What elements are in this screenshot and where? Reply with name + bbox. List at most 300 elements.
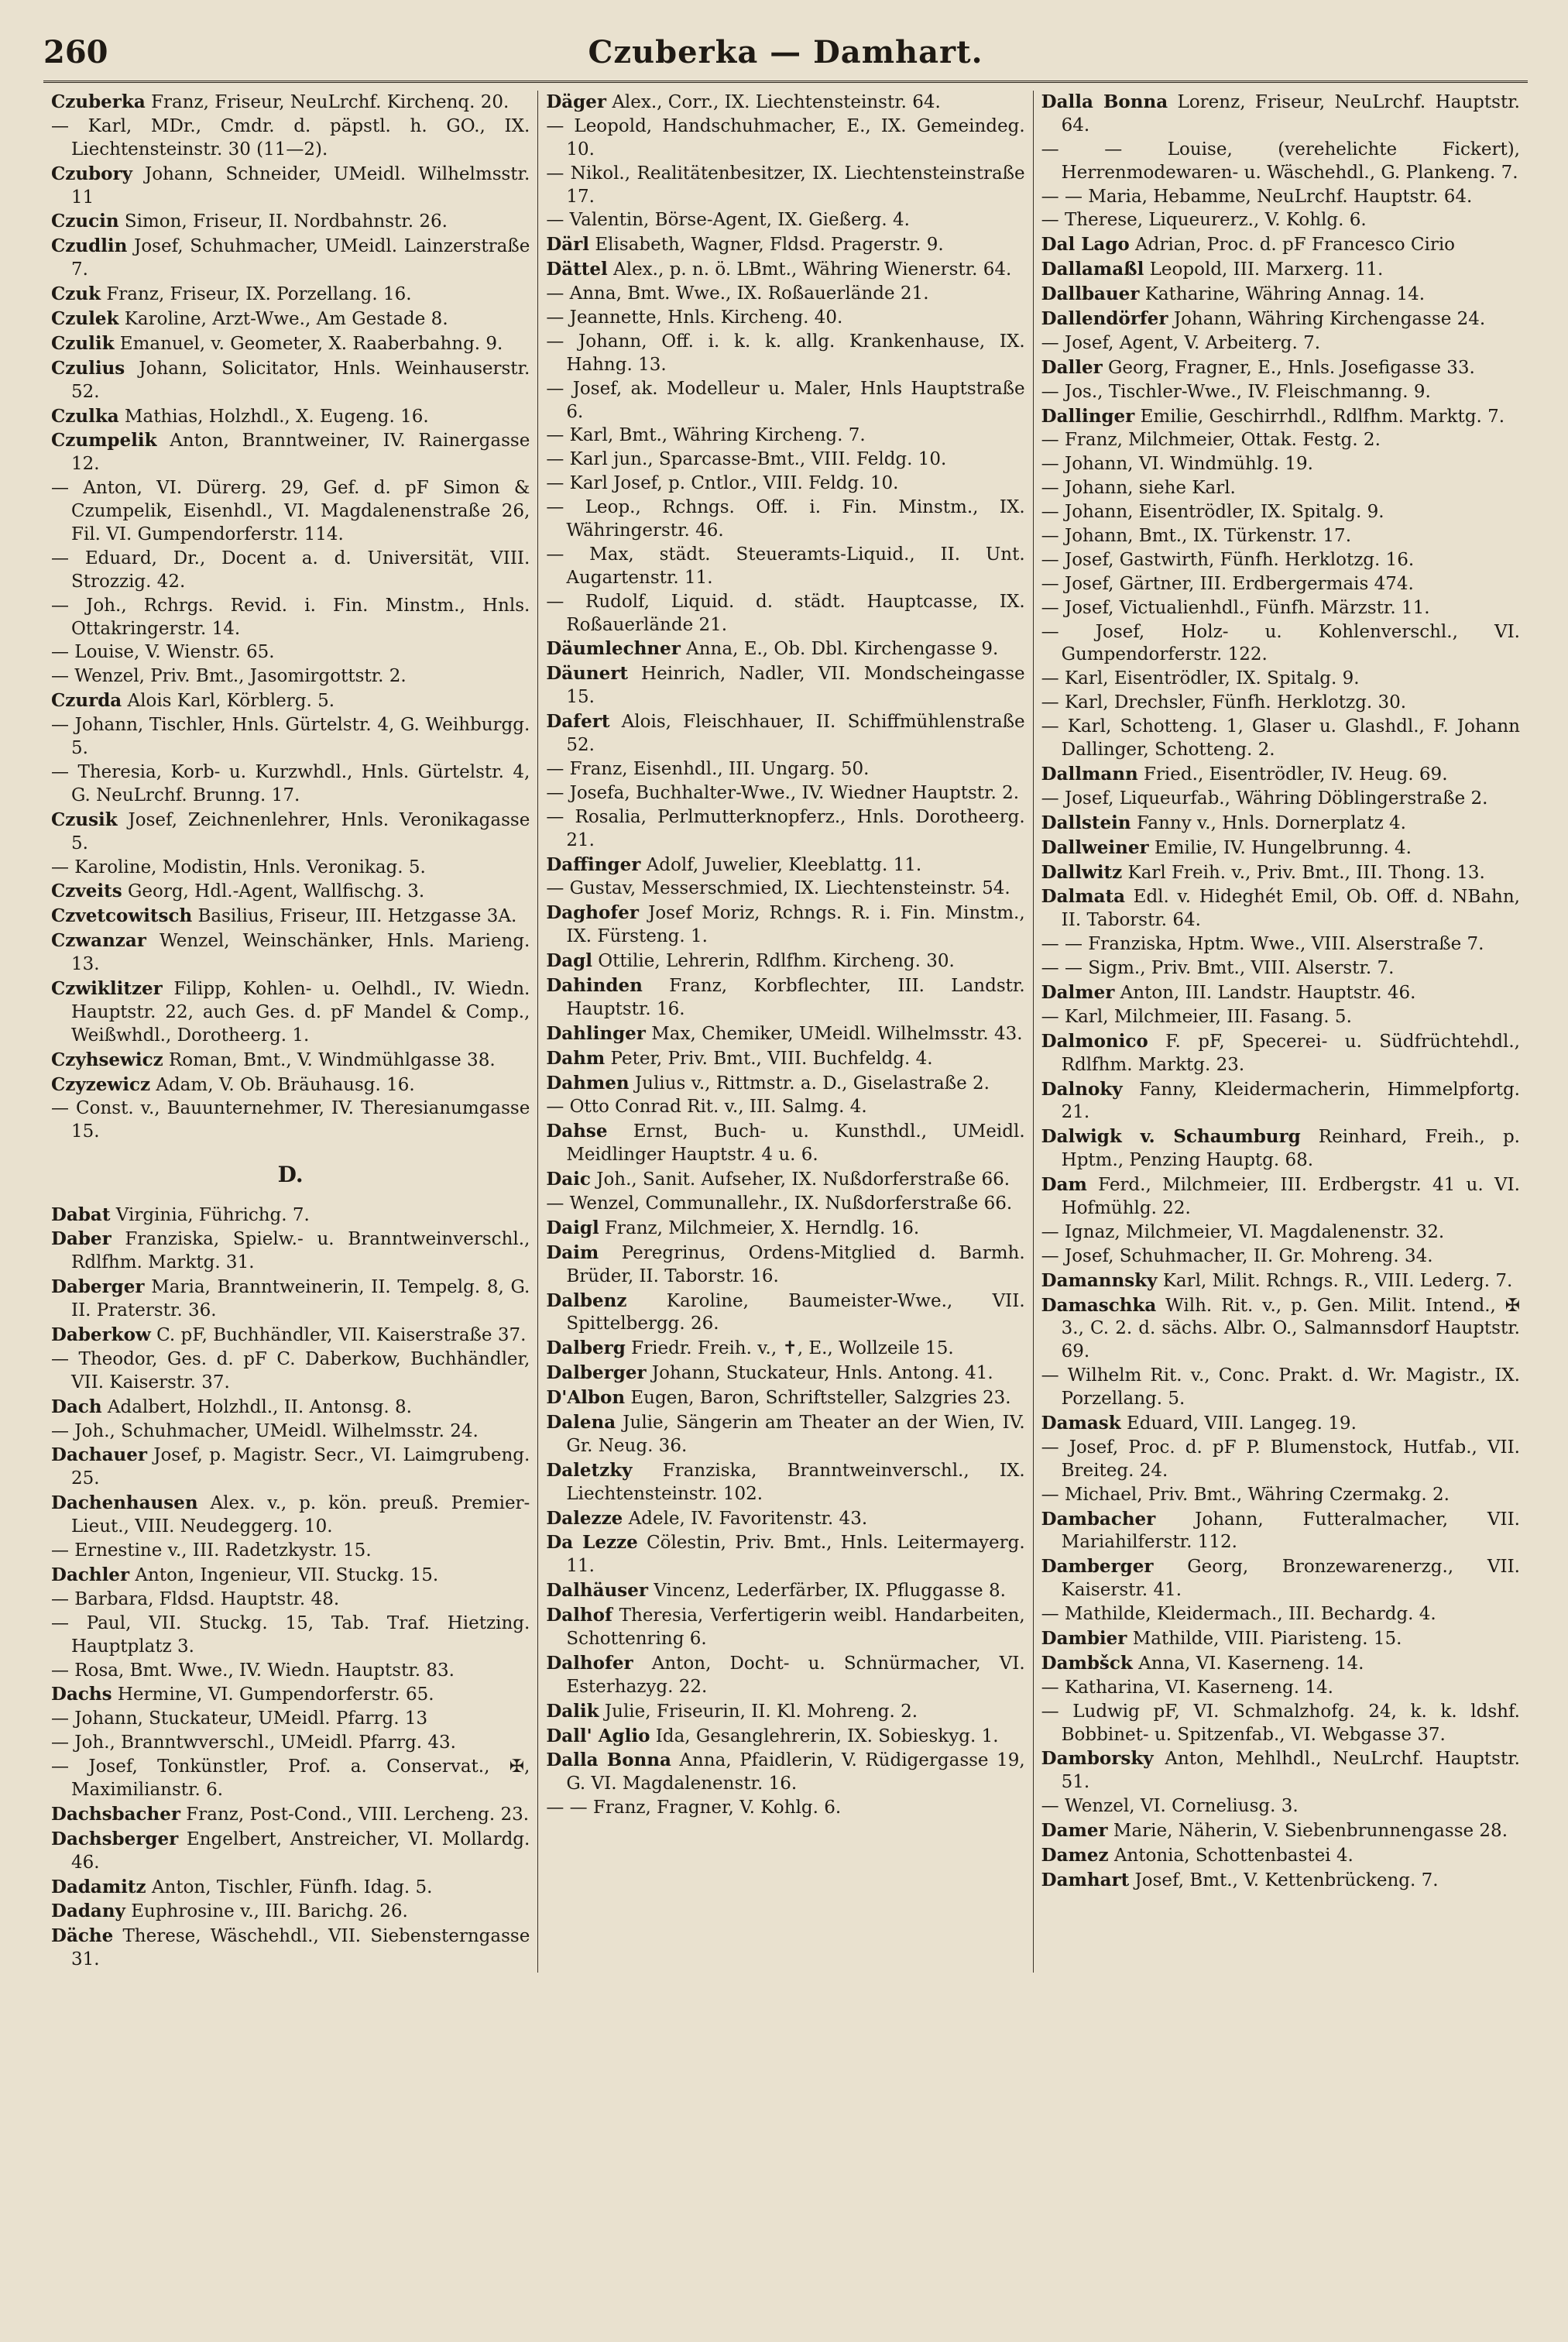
directory-entry (1041, 1484, 1520, 1507)
entry-details: Adalbert, Holzhdl., II. Antonsg. 8. (101, 1396, 412, 1417)
entry-details: Joh., Sanit. Aufseher, IX. Nußdorferstraße 66. (590, 1169, 1010, 1190)
entry-details: — Otto Conrad Rit. v., III. Salmg. 4. (546, 1097, 867, 1118)
entry-surname: Däche (51, 1925, 114, 1947)
entry-surname: Dach (51, 1396, 102, 1417)
directory-entry (1041, 1269, 1520, 1293)
entry-details: Therese, Wäschehdl., VII. Siebensterngasse 31. (71, 1926, 530, 1970)
entry-details: — Johann, Off. i. k. k. allg. Krankenhause, IX. Hahng. 13. (546, 331, 1025, 375)
directory-entry (51, 1564, 530, 1588)
entry-surname: Dallstein (1041, 812, 1131, 833)
directory-entry (546, 1579, 1024, 1603)
column-3 (1033, 91, 1528, 1973)
directory-entry (1041, 501, 1520, 524)
directory-entry (51, 357, 530, 404)
entry-details: Julius v., Rittmstr. a. D., Giselastraße 2. (629, 1073, 990, 1094)
entry-details: — Wenzel, Priv. Bmt., Jasomirgottstr. 2. (51, 666, 407, 687)
directory-entry (546, 1337, 1024, 1361)
entry-details: Ernst, Buch- u. Kunsthdl., UMeidl. Meidlinger Hauptstr. 4 u. 6. (566, 1121, 1025, 1166)
entry-surname: Daletzky (546, 1459, 633, 1481)
entry-details: Fanny, Kleidermacherin, Himmelpfortg. 21. (1061, 1079, 1520, 1123)
entry-surname: Czuberka (51, 91, 146, 112)
directory-entry (546, 1411, 1024, 1458)
directory-entry (546, 1168, 1024, 1192)
entry-details: — Joh., Branntwverschl., UMeidl. Pfarrg. 43. (51, 1732, 456, 1753)
directory-entry (1041, 1030, 1520, 1077)
directory-entry (1041, 477, 1520, 500)
directory-entry (51, 548, 530, 594)
entry-details: Karoline, Arzt-Wwe., Am Gestade 8. (118, 309, 448, 330)
entry-surname: Dambacher (1041, 1508, 1156, 1530)
entry-details: — Theodor, Ges. d. pF C. Daberkow, Buchhändler, VII. Kaiserstr. 37. (51, 1348, 530, 1392)
directory-entry (546, 258, 1024, 282)
directory-entry (51, 689, 530, 713)
entry-surname: Däger (546, 91, 607, 112)
directory-entry (1041, 549, 1520, 572)
entry-details: Adam, V. Ob. Bräuhausg. 16. (150, 1074, 415, 1095)
entry-surname: Damask (1041, 1412, 1121, 1434)
directory-entry (1041, 405, 1520, 429)
directory-entry (546, 901, 1024, 949)
entry-details: Josef, Schuhmacher, UMeidl. Lainzerstraße 7. (71, 236, 530, 280)
directory-entry (1041, 957, 1520, 980)
entry-details: — Wenzel, Communallehr., IX. Nußdorferstraße 66. (546, 1193, 1013, 1214)
directory-entry (1041, 307, 1520, 331)
entry-details: — Karoline, Modistin, Hnls. Veronikag. 5. (51, 857, 426, 877)
entry-details: Mathilde, VIII. Piaristeng. 15. (1127, 1629, 1402, 1649)
column-1 (43, 91, 537, 1973)
entry-surname: Dahm (546, 1047, 606, 1069)
entry-details: — Ludwig pF, VI. Schmalzhofg. 24, k. k. ldshf. Bobbinet- u. Spitzenfab., VI. Webgasse 37. (1041, 1701, 1520, 1745)
directory-entry (51, 163, 530, 210)
entry-surname: Dalberg (546, 1338, 626, 1359)
entry-details: Fanny v., Hnls. Dornerplatz 4. (1131, 812, 1406, 833)
entry-details: Maria, Branntweinerin, II. Tempelg. 8, G. II. Praterstr. 36. (71, 1277, 530, 1321)
directory-entry (546, 1725, 1024, 1749)
entry-surname: Czveits (51, 881, 122, 902)
entry-surname: Czwiklitzer (51, 977, 163, 999)
entry-details: Emilie, IV. Hungelbrunng. 4. (1148, 837, 1412, 858)
directory-entry (546, 1193, 1024, 1216)
entry-surname: Dambier (1041, 1628, 1127, 1649)
entry-details: Vincenz, Lederfärber, IX. Pfluggasse 8. (647, 1581, 1006, 1602)
entry-surname: Czulka (51, 405, 119, 427)
entry-details: — Valentin, Börse-Agent, IX. Gießerg. 4. (546, 210, 910, 231)
column-2 (537, 91, 1032, 1973)
entry-surname: Därl (546, 234, 590, 256)
directory-entry (51, 1803, 530, 1827)
directory-entry (1041, 763, 1520, 787)
directory-entry (546, 1652, 1024, 1699)
entry-surname: Däunert (546, 663, 628, 685)
entry-details: — Ignaz, Milchmeier, VI. Magdalenenstr. 32. (1041, 1221, 1445, 1242)
directory-entry (1041, 1294, 1520, 1365)
entry-surname: Czulius (51, 357, 125, 379)
entry-surname: Damannsky (1041, 1269, 1158, 1291)
directory-entry (51, 1228, 530, 1275)
entry-surname: Dahlinger (546, 1022, 646, 1044)
directory-entry (51, 307, 530, 331)
entry-details: Johann, Solicitator, Hnls. Weinhauserstr. 52. (71, 358, 530, 402)
entry-details: Euphrosine v., III. Barichg. 26. (125, 1901, 408, 1922)
entry-surname: Dahse (546, 1121, 608, 1142)
directory-entry (1041, 861, 1520, 885)
entry-surname: Czyzewicz (51, 1073, 151, 1095)
directory-entry (546, 1241, 1024, 1289)
entry-details: Engelbert, Anstreicher, VI. Mollardg. 46. (71, 1829, 530, 1873)
directory-entry (1041, 1125, 1520, 1173)
directory-entry (546, 1797, 1024, 1820)
entry-surname: Czudlin (51, 235, 128, 257)
entry-details: — Karl jun., Sparcasse-Bmt., VIII. Feldg. 10. (546, 449, 947, 470)
entry-details: — Karl, Bmt., Währing Kircheng. 7. (546, 425, 866, 446)
entry-details: Julie, Sängerin am Theater an der Wien, IV. Gr. Neug. 36. (566, 1412, 1025, 1456)
entry-surname: Daghofer (546, 902, 639, 924)
directory-entry (546, 424, 1024, 448)
entry-details: — Johann, siehe Karl. (1041, 478, 1236, 499)
directory-entry (1041, 1006, 1520, 1029)
directory-entry (51, 1708, 530, 1731)
entry-details: — Therese, Liqueurerz., V. Kohlg. 6. (1041, 210, 1367, 231)
directory-entry (51, 1540, 530, 1563)
entry-surname: Dahmen (546, 1072, 630, 1094)
entry-details: Anton, Branntweiner, IV. Rainergasse 12. (71, 431, 530, 475)
entry-details: Anton, Mehlhdl., NeuLrchf. Hauptstr. 51. (1061, 1749, 1520, 1793)
directory-entry (546, 974, 1024, 1022)
directory-entry (1041, 1603, 1520, 1626)
directory-entry (546, 1362, 1024, 1386)
entry-details: Ida, Gesanglehrerin, IX. Sobieskyg. 1. (650, 1726, 999, 1746)
entry-surname: Dalhofer (546, 1652, 633, 1674)
directory-entry (546, 1289, 1024, 1337)
directory-entry (546, 115, 1024, 162)
directory-entry (546, 1047, 1024, 1071)
entry-surname: Daic (546, 1169, 591, 1190)
entry-details: — Franz, Milchmeier, Ottak. Festg. 2. (1041, 430, 1381, 451)
entry-surname: Damez (1041, 1845, 1109, 1866)
entry-details: — Karl, Milchmeier, III. Fasang. 5. (1041, 1006, 1352, 1027)
entry-surname: Dallwitz (1041, 861, 1123, 883)
directory-entry (1041, 429, 1520, 452)
directory-entry (546, 1531, 1024, 1578)
entry-details: Lorenz, Friseur, NeuLrchf. Hauptstr. 64. (1061, 92, 1520, 136)
entry-details: — Johann, Stuckateur, UMeidl. Pfarrg. 13 (51, 1708, 428, 1729)
directory-entry (1041, 453, 1520, 476)
entry-surname: Dalena (546, 1411, 616, 1433)
entry-details: Franziska, Spielw.- u. Branntweinverschl., Rdlfhm. Marktg. 31. (71, 1229, 530, 1273)
entry-details: Alex., p. n. ö. LBmt., Währing Wienerstr. 64. (607, 259, 1012, 280)
entry-details: — Rudolf, Liquid. d. städt. Hauptcasse, IX. Roßauerlände 21. (546, 591, 1025, 635)
entry-details: Emanuel, v. Geometer, X. Raaberbahng. 9. (114, 333, 503, 354)
entry-details: Josef Moriz, Rchngs. R. i. Fin. Minstm., IX. Fürsteng. 1. (566, 903, 1025, 947)
entry-surname: Dagl (546, 950, 592, 972)
entry-surname: Dallinger (1041, 405, 1135, 427)
entry-details: — Katharina, VI. Kaserneng. 14. (1041, 1677, 1333, 1698)
entry-details: — Josef, Tonkünstler, Prof. a. Conservat., ✠, Maximilianstr. 6. (51, 1756, 530, 1800)
directory-entry (1041, 233, 1520, 257)
entry-surname: Dachs (51, 1684, 112, 1705)
entry-details: Johann, Stuckateur, Hnls. Antong. 41. (646, 1363, 993, 1384)
entry-details: — — Louise, (verehelichte Fickert), Herrenmodewaren- u. Wäschehdl., G. Plankeng. 7. (1041, 139, 1520, 183)
entry-details: Virginia, Führichg. 7. (110, 1204, 310, 1225)
directory-entry (1041, 788, 1520, 811)
entry-details: Georg, Fragner, E., Hnls. Josefigasse 33. (1102, 357, 1475, 378)
directory-entry (51, 809, 530, 856)
directory-entry (546, 472, 1024, 496)
entry-surname: Czuk (51, 283, 101, 305)
entry-details: — Joh., Rchrgs. Revid. i. Fin. Minstm., Hnls. Ottakringerstr. 14. (51, 595, 530, 639)
directory-entry (1041, 621, 1520, 668)
directory-entry (546, 806, 1024, 853)
entry-details: — Josefa, Buchhalter-Wwe., IV. Wiedner Hauptstr. 2. (546, 782, 1020, 803)
directory-entry (546, 496, 1024, 543)
directory-entry (1041, 1701, 1520, 1747)
entry-details: — Josef, Gastwirth, Fünfh. Herklotzg. 16. (1041, 549, 1415, 570)
entry-surname: Czwanzar (51, 930, 146, 952)
directory-entry (546, 1386, 1024, 1410)
entry-details: Roman, Bmt., V. Windmühlgasse 38. (163, 1049, 496, 1070)
directory-entry (51, 1348, 530, 1395)
entry-details: — Joh., Schuhmacher, UMeidl. Wilhelmsstr. 24. (51, 1420, 479, 1441)
entry-details: Anna, VI. Kaserneng. 14. (1132, 1653, 1364, 1674)
directory-entry (546, 877, 1024, 901)
entry-surname: D'Albon (546, 1387, 626, 1409)
directory-entry (51, 641, 530, 664)
entry-details: — Louise, V. Wienstr. 65. (51, 642, 275, 663)
directory-entry (51, 665, 530, 689)
directory-entry (1041, 381, 1520, 404)
entry-details: — Franz, Eisenhdl., III. Ungarg. 50. (546, 758, 870, 779)
entry-details: — Gustav, Messerschmied, IX. Liechtensteinstr. 54. (546, 878, 1010, 899)
entry-details: Friedr. Freih. v., ✝, E., Wollzeile 15. (625, 1338, 954, 1359)
entry-surname: Daffinger (546, 853, 641, 875)
directory-entry (1041, 258, 1520, 282)
directory-entry (51, 210, 530, 234)
entry-details: Franz, Friseur, NeuLrchf. Kirchenq. 20. (145, 92, 510, 112)
directory-entry (1041, 716, 1520, 762)
directory-entry (1041, 885, 1520, 932)
entry-details: Emilie, Geschirrhdl., Rdlfhm. Marktg. 7. (1134, 406, 1505, 427)
directory-entry (546, 283, 1024, 306)
directory-entry (51, 405, 530, 429)
entry-details: — Johann, Eisentrödler, IX. Spitalg. 9. (1041, 502, 1384, 523)
entry-details: Antonia, Schottenbastei 4. (1108, 1846, 1354, 1866)
entry-details: Franz, Post-Cond., VIII. Lercheng. 23. (180, 1804, 530, 1825)
entry-details: — Josef, ak. Modelleur u. Maler, Hnls Hauptstraße 6. (546, 378, 1025, 422)
entry-surname: Damer (1041, 1820, 1108, 1842)
directory-entry (1041, 209, 1520, 232)
directory-entry (1041, 1795, 1520, 1818)
entry-surname: Dalla Bonna (546, 1750, 671, 1771)
entry-details: — Leopold, Handschuhmacher, E., IX. Gemeindeg. 10. (546, 115, 1025, 160)
directory-entry (1041, 1819, 1520, 1843)
entry-details: Basilius, Friseur, III. Hetzgasse 3A. (192, 906, 517, 927)
directory-entry (1041, 1869, 1520, 1893)
entry-surname: Dalwigk v. Schaumburg (1041, 1126, 1301, 1148)
entry-details: — Jos., Tischler-Wwe., IV. Fleischmanng. 9. (1041, 381, 1431, 402)
directory-entry (546, 448, 1024, 472)
directory-entry (1041, 1627, 1520, 1651)
directory-entry (1041, 836, 1520, 860)
entry-details: Adrian, Proc. d. pF Francesco Cirio (1129, 235, 1456, 256)
entry-surname: Dallweiner (1041, 836, 1149, 858)
entry-details: — Jeannette, Hnls. Kircheng. 40. (546, 307, 843, 328)
running-head: Czuberka — Damhart. (588, 34, 983, 70)
entry-details: Heinrich, Nadler, VII. Mondscheingasse 15. (566, 664, 1025, 708)
entry-surname: Dachenhausen (51, 1492, 198, 1514)
directory-entry (51, 1660, 530, 1683)
directory-entry (1041, 668, 1520, 691)
entry-details: Wenzel, Weinschänker, Hnls. Marieng. 13. (71, 931, 530, 975)
directory-entry (546, 637, 1024, 661)
directory-entry (1041, 139, 1520, 185)
entry-surname: Dallamaßl (1041, 259, 1144, 280)
entry-details: — Rosa, Bmt. Wwe., IV. Wiedn. Hauptstr. 83. (51, 1660, 455, 1681)
entry-details: Alex. v., p. kön. preuß. Premier-Lieut., VIII. Neudeggerg. 10. (71, 1493, 530, 1537)
entry-surname: Dafert (546, 711, 610, 733)
entry-surname: Czyhsewicz (51, 1049, 163, 1070)
entry-details: Karl Freih. v., Priv. Bmt., III. Thong. 13. (1122, 862, 1485, 883)
entry-details: — Johann, Bmt., IX. Türkenstr. 17. (1041, 526, 1351, 547)
entry-surname: Daberkow (51, 1324, 151, 1346)
entry-details: — Paul, VII. Stuckg. 15, Tab. Traf. Hietzing. Hauptplatz 3. (51, 1612, 530, 1657)
entry-surname: Dadany (51, 1901, 125, 1922)
entry-details: Josef, Zeichnenlehrer, Hnls. Veronikagasse 5. (71, 809, 530, 853)
entry-details: — Johann, Tischler, Hnls. Gürtelstr. 4, G. Weihburgg. 5. (51, 715, 530, 759)
directory-entry (1041, 1221, 1520, 1245)
directory-entry (1041, 933, 1520, 956)
directory-entry (546, 950, 1024, 974)
entry-details: Franz, Friseur, IX. Porzellang. 16. (101, 284, 412, 305)
entry-surname: Dalla Bonna (1041, 91, 1168, 112)
directory-entry (546, 853, 1024, 877)
directory-entry (51, 1588, 530, 1612)
entry-surname: Dallbauer (1041, 283, 1140, 305)
entry-details: Georg, Bronzewarenerzg., VII. Kaiserstr. 41. (1061, 1557, 1520, 1601)
entry-surname: Dalberger (546, 1362, 647, 1384)
entry-surname: Dalhäuser (546, 1580, 648, 1602)
directory-entry (51, 1073, 530, 1097)
entry-surname: Dachauer (51, 1444, 147, 1466)
directory-entry (51, 1900, 530, 1924)
directory-entry (51, 977, 530, 1048)
directory-entry (1041, 1652, 1520, 1676)
entry-details: — Max, städt. Steueramts-Liquid., II. Unt. Augartenstr. 11. (546, 544, 1025, 588)
directory-entry (51, 1925, 530, 1972)
entry-surname: Dachsberger (51, 1828, 179, 1849)
entry-details: Fried., Eisentrödler, IV. Heug. 69. (1137, 764, 1448, 785)
entry-details: — Karl, Drechsler, Fünfh. Herklotzg. 30. (1041, 692, 1407, 713)
entry-details: Adele, IV. Favoritenstr. 43. (623, 1508, 868, 1529)
directory-entry (1041, 332, 1520, 355)
directory-entry (51, 1396, 530, 1420)
entry-details: Simon, Friseur, II. Nordbahnstr. 26. (118, 211, 448, 232)
page-number: 260 (43, 34, 108, 70)
directory-entry (51, 595, 530, 641)
directory-entry (546, 233, 1024, 257)
entry-details: Julie, Friseurin, II. Kl. Mohreng. 2. (599, 1701, 918, 1722)
entry-surname: Daim (546, 1241, 599, 1263)
entry-details: — Josef, Schuhmacher, II. Gr. Mohreng. 34. (1041, 1245, 1433, 1266)
entry-surname: Czulik (51, 332, 115, 354)
entry-surname: Czumpelik (51, 430, 157, 452)
entry-details: Alois Karl, Körblerg. 5. (122, 691, 335, 712)
entry-details: — Anton, VI. Dürerg. 29, Gef. d. pF Simon & Czumpelik, Eisenhdl., VI. Magdalenenstraße 26, Fil. VI. Gumpendorferstr. 114. (51, 478, 530, 545)
directory-entry (546, 1604, 1024, 1651)
entry-surname: Dachsbacher (51, 1803, 180, 1825)
entry-details: — Mathilde, Kleidermach., III. Bechardg. 4. (1041, 1604, 1436, 1625)
entry-details: — — Franz, Fragner, V. Kohlg. 6. (546, 1798, 842, 1818)
directory-entry (51, 1444, 530, 1491)
entry-details: F. pF, Specerei- u. Südfrüchtehdl., Rdlfhm. Marktg. 23. (1061, 1031, 1520, 1075)
directory-entry (546, 591, 1024, 637)
entry-details: — — Sigm., Priv. Bmt., VIII. Alserstr. 7. (1041, 958, 1395, 979)
directory-entry (546, 1459, 1024, 1506)
entry-surname: Dalbenz (546, 1289, 627, 1311)
directory-entry (51, 1612, 530, 1659)
entry-surname: Damborsky (1041, 1748, 1154, 1770)
entry-details: Adolf, Juwelier, Kleeblattg. 11. (640, 854, 922, 875)
entry-surname: Czucin (51, 211, 119, 232)
directory-entry (51, 1828, 530, 1875)
entry-details: — — Franziska, Hptm. Wwe., VIII. Alserstraße 7. (1041, 934, 1484, 955)
directory-entry (1041, 283, 1520, 307)
directory-entry (1041, 812, 1520, 836)
entry-surname: Dambšck (1041, 1652, 1133, 1674)
entry-details: Peter, Priv. Bmt., VIII. Buchfeldg. 4. (605, 1048, 933, 1069)
directory-entry (51, 235, 530, 282)
entry-surname: Dallendörfer (1041, 308, 1168, 330)
entry-details: — Josef, Proc. d. pF P. Blumenstock, Hutfab., VII. Breiteg. 24. (1041, 1437, 1520, 1481)
entry-details: — — Maria, Hebamme, NeuLrchf. Hauptstr. 64. (1041, 186, 1473, 207)
entry-details: Anna, Pfaidlerin, V. Rüdigergasse 19, G. VI. Magdalenenstr. 16. (566, 1750, 1025, 1794)
directory-entry (1041, 1555, 1520, 1602)
entry-details: Hermine, VI. Gumpendorferstr. 65. (112, 1684, 434, 1705)
entry-surname: Dadamitz (51, 1876, 146, 1897)
entry-details: — Anna, Bmt. Wwe., IX. Roßauerlände 21. (546, 283, 929, 304)
directory-entry (1041, 1844, 1520, 1868)
directory-entry (51, 477, 530, 547)
entry-surname: Czvetcowitsch (51, 905, 193, 927)
entry-surname: Dam (1041, 1174, 1087, 1196)
entry-details: — Karl, Eisentrödler, IX. Spitalg. 9. (1041, 668, 1360, 689)
entry-surname: Damaschka (1041, 1294, 1157, 1316)
entry-surname: Dättel (546, 259, 608, 280)
directory-entry (546, 662, 1024, 709)
directory-entry (1041, 1412, 1520, 1436)
directory-entry (1041, 692, 1520, 715)
entry-details: — Josef, Victualienhdl., Fünfh. Märzstr. 11. (1041, 597, 1430, 618)
entry-details: Franziska, Branntweinverschl., IX. Liechtensteinstr. 102. (566, 1460, 1025, 1504)
entry-details: Leopold, III. Marxerg. 11. (1144, 259, 1384, 280)
directory-entry (51, 1097, 530, 1144)
entry-surname: Czulek (51, 308, 119, 330)
entry-details: Johann, Währing Kirchengasse 24. (1168, 309, 1486, 330)
directory-entry (546, 209, 1024, 232)
directory-entry (1041, 573, 1520, 596)
directory-entry (1041, 1173, 1520, 1221)
entry-details: Josef, Bmt., V. Kettenbrückeng. 7. (1129, 1870, 1439, 1890)
entry-surname: Dabat (51, 1204, 111, 1225)
directory-entry (1041, 1078, 1520, 1125)
entry-details: Eduard, VIII. Langeg. 19. (1120, 1413, 1357, 1434)
directory-entry (1041, 1245, 1520, 1269)
directory-entry (1041, 91, 1520, 138)
entry-details: Anton, III. Landstr. Hauptstr. 46. (1114, 982, 1416, 1003)
entry-details: Reinhard, Freih., p. Hptm., Penzing Hauptg. 68. (1061, 1127, 1520, 1171)
entry-surname: Dachler (51, 1564, 130, 1585)
directory-entry (546, 331, 1024, 377)
directory-entry (1041, 356, 1520, 380)
